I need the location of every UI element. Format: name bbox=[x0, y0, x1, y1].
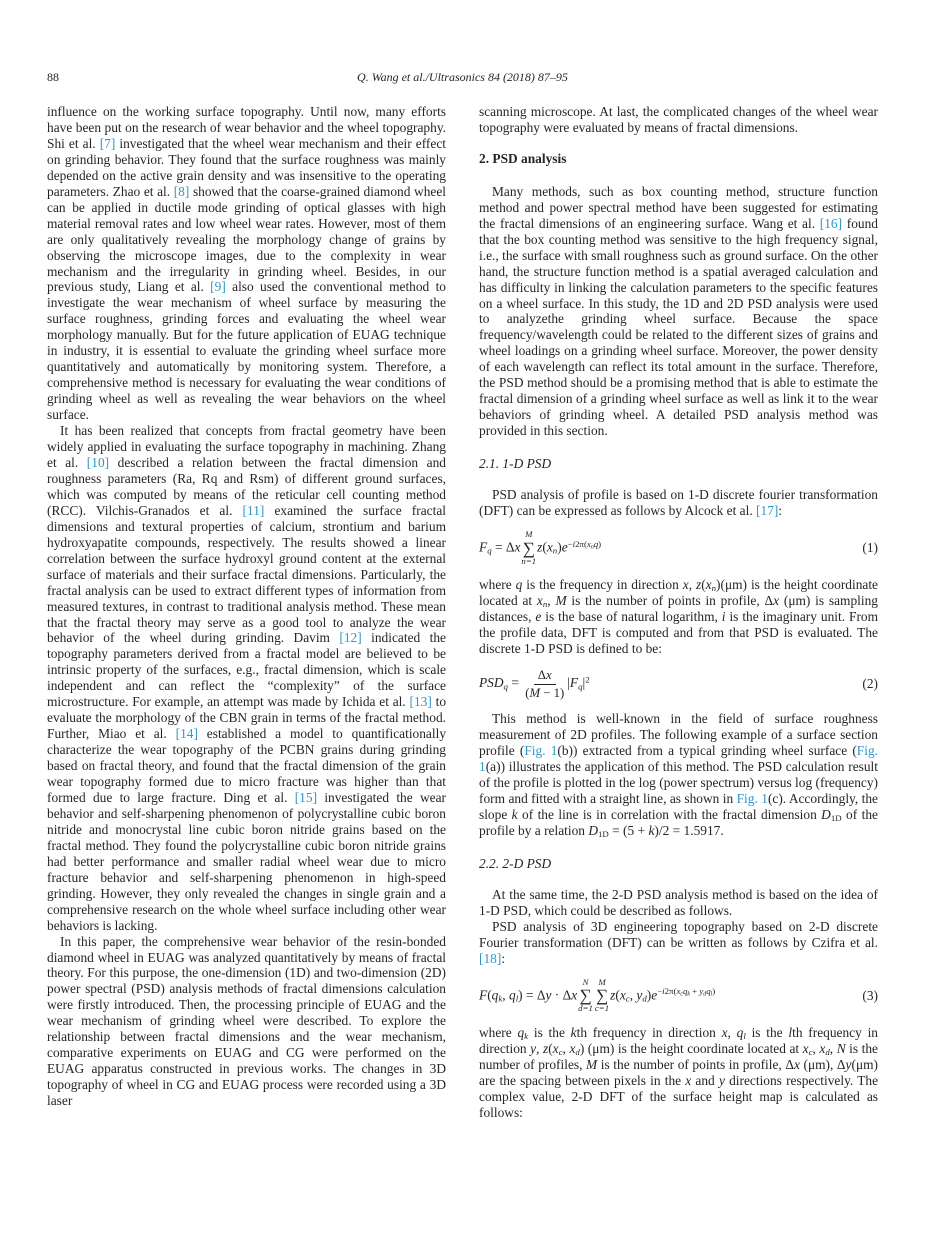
paragraph: In this paper, the comprehensive wear behavior of the resin-bonded diamond wheel in EUAG was analyzed quantitatively by means of fractal theory. For this purpose, the one-dimension (1D) and two-dimension (2D) power spectral (PSD) analysis methods of fractal dimensions calculation were firstly introduced. Then, the processing principle of EUAG and the wear mechanism of grinding wheel were described. To explore the relationship between fractal dimensions and the wear mechanism, comparative experiments on EUAG and CG were performed on the EUAG apparatus constructed in previous works. The changes in 3D topography of wheel in CG and EUAG process were recorded using a 3D laser bbox=[47, 933, 446, 1109]
equation-body: $F_q = \Delta x$ M ∑ n=1 $z(x_n)e^{-i2\pi(x_nq)}$ bbox=[479, 528, 602, 566]
citation-link[interactable]: [15] bbox=[294, 789, 318, 805]
two-column-body bbox=[47, 104, 878, 1121]
equation-number: (2) bbox=[862, 676, 878, 692]
equation bbox=[479, 530, 878, 566]
paragraph: where q is the frequency in direction x, $z(x_n)(\mu m)$ is the height coordinate located at $x_n$, M is the number of points in profile, Δx (μm) is sampling distances, e is the base of natural logarithm, i is the imaginary unit. From the profile data, DFT is computed and from that PSD is evaluated. The discrete 1-D PSD is defined to be: bbox=[479, 577, 879, 657]
equation bbox=[479, 668, 878, 700]
journal-reference: Q. Wang et al./Ultrasonics 84 (2018) 87–95 bbox=[357, 70, 568, 84]
fraction: $\frac{\Delta x}{(M - 1)}$ bbox=[525, 668, 565, 700]
paragraph: It has been realized that concepts from fractal geometry have been widely applied in evaluating the surface topography in machining. Zhang et al. [10] described a relation between the fractal dimension and roughness parameters (Ra, Rq and Rsm) of different ground surfaces, which was computed by means of the reticular cell counting method (RCC). Vilchis-Granados et al. [11] examined the surface fractal dimensions and textural properties of calcium, strontium and barium hydroxyapatite compounds, respectively. The results showed a linear correlation between the surface hydroxyl ground content at the external surface of materials and their surface fractal dimensions. Particularly, the fractal analysis can be used to extract different types of information from measured textures, in contrast to traditional analysis method. These mean that the fractal theory may serve as a good tool to analyze the wear behavior of the wheel during grinding. Davim [12] indicated the topography parameters derived from a fractal model are believed to be intrinsic property of the surfaces, e.g., fractal dimension, which is scale independent and can reflect the “complexity” of the surface microstructure. For example, an attempt was made by Ichida et al. [13] to evaluate the morphology of the CBN grain in terms of the fractal method. Further, Miao et al. [14] established a model to quantificationally characterize the wear topography of the PCBN grains during grinding based on fractal theory, and found that the fractal dimension of the grain wear topography formed due to micro fracture was higher than that formed due to large fracture. Ding et al. [15] investigated the wear behavior and self-sharpening phenomenon of polycrystalline cubic boron nitride and monocrystal line cubic boron nitride grains based on the fractal method. They found the polycrystalline cubic boron nitride grains had better performance and smaller radial wheel wear due to micro fracture behavior and self-sharpening phenomenon in high-speed grinding. However, they only revealed the changes in single grain and a comprehensive research on the whole wheel surface including other wear behaviors is lacking. bbox=[47, 423, 447, 933]
citation-link[interactable]: [17] bbox=[756, 503, 779, 519]
figure-link[interactable]: Fig. 1 bbox=[479, 743, 878, 775]
citation-link[interactable]: [16] bbox=[819, 215, 843, 231]
equation-number: (3) bbox=[862, 987, 878, 1003]
figure-link[interactable]: Fig. 1 bbox=[524, 743, 558, 759]
citation-link[interactable]: [11] bbox=[242, 502, 265, 518]
equation bbox=[479, 978, 878, 1014]
paragraph: PSD analysis of 3D engineering topography based on 2-D discrete Fourier transformation (DFT) can be written as follows by Czifra et al. [18]: bbox=[479, 918, 878, 966]
paragraph: PSD analysis of profile is based on 1-D discrete fourier transformation (DFT) can be expressed as follows by Alcock et al. [17]: bbox=[479, 487, 878, 519]
section-heading: 2. PSD analysis bbox=[479, 150, 567, 166]
paragraph: scanning microscope. At last, the complicated changes of the wheel wear topography were evaluated by means of fractal dimensions. bbox=[479, 104, 878, 135]
citation-link[interactable]: [14] bbox=[175, 726, 198, 742]
equation-body: $F(q_k$, $q_l) = \Delta y \cdot \Delta x$ N ∑ d=1 M ∑ c=1 $z(x_c$, $y_d)e^{-i2\pi(x_cq_k + y_dq_l)}$ bbox=[479, 976, 716, 1014]
citation-link[interactable]: [7] bbox=[99, 135, 116, 151]
summation-symbol: M ∑ n=1 bbox=[521, 528, 537, 566]
summation-symbol: M ∑ c=1 bbox=[594, 976, 610, 1014]
subsection-heading: 2.1. 1-D PSD bbox=[479, 456, 552, 472]
running-head bbox=[47, 70, 878, 86]
subsection-heading: 2.2. 2-D PSD bbox=[479, 855, 552, 871]
citation-link[interactable]: [13] bbox=[409, 694, 432, 710]
equation-number: (1) bbox=[862, 540, 878, 556]
summation-symbol: N ∑ d=1 bbox=[578, 976, 593, 1014]
paragraph: This method is well-known in the field of surface roughness measurement of 2D profiles. The following example of a surface section profile (Fig. 1(b)) extracted from a typical grinding wheel surface (Fig. 1(a)) illustrates the application of this method. The PSD calculation result of the profile is plotted in the log (power spectrum) versus log (frequency) form and fitted with a straight line, as shown in Fig. 1(c). Accordingly, the slope k of the line is in correlation with the fractal dimension $D_{1D}$ of the profile by a relation $D_{1D} = (5 + k)/2 = 1.5917$. bbox=[479, 711, 878, 840]
citation-link[interactable]: [8] bbox=[173, 183, 190, 199]
paragraph: influence on the working surface topography. Until now, many efforts have been put on the research of wear behavior and the wheel topography. Shi et al. [7] investigated that the wheel wear mechanism and their effect on grinding behavior. They found that the surface roughness was mainly depended on the active grain density and was insensitive to the operating parameters. Zhao et al. [8] showed that the coarse-grained diamond wheel can be applied in ductile mode grinding of optical glasses with high material removal rates and low wheel wear rates. However, most of them are only qualitatively revealing the morphology change of grains by observing the microscope images, due to the complexity in wear mechanism and the irregularity in grinding wheel. Besides, in our previous study, Liang et al. [9] also used the conventional method to investigate the wear mechanism of wheel surface by measuring the surface roughness, grinding forces and evaluating the wheel wear morphology manually. But for the future application of EUAG technique in industry, it is essential to evaluate the grinding wheel surface more quantitatively and automatically by monitoring system. Therefore, a comprehensive method is necessary for evaluating the wear conditions of grinding wheel as well as revealing the wear behaviors on the wheel surface. bbox=[47, 104, 446, 423]
citation-link[interactable]: [9] bbox=[210, 279, 226, 295]
paragraph: Many methods, such as box counting method, structure function method and power spectral method have been suggested for estimating the fractal dimensions of an engineering surface. Wang et al. [16] found that the box counting method was sensitive to the high frequency signal, i.e., the surface with small roughness such as ground surface. On the other hand, the structure function method is a spatial averaged calculation and has difficulty in linking the calculation parameters to the specific features on a wheel surface. In this study, the 1D and 2D PSD analysis were used to analyzethe grinding wheel surface. Because the space frequency/wavelength could be related to the different sizes of grains and wheel loadings on a grinding wheel surface. Moreover, the power density of each wavelength can reflect its total amount in the surface. Therefore, the PSD method should be a promising method that is able to estimate the fractal dimension of a grinding wheel surface as well as link it to the wear behaviors of grinding wheel. A detailed PSD analysis method was provided in this section. bbox=[479, 183, 878, 439]
figure-link[interactable]: Fig. 1 bbox=[736, 791, 768, 807]
equation-body: $PSD_q$ = $\frac{\Delta x}{(M - 1)}$ $|F_q|^2$ bbox=[479, 668, 590, 700]
citation-link[interactable]: [10] bbox=[86, 454, 110, 470]
page-number: 88 bbox=[47, 70, 59, 84]
paragraph: At the same time, the 2-D PSD analysis method is based on the idea of 1-D PSD, which could be described as follows. bbox=[479, 886, 878, 918]
left-column bbox=[47, 104, 446, 1121]
citation-link[interactable]: [18] bbox=[479, 950, 502, 966]
citation-link[interactable]: [12] bbox=[339, 630, 362, 646]
right-column bbox=[479, 104, 878, 1121]
paragraph: where $q_k$ is the kth frequency in direction x, $q_l$ is the lth frequency in direction y, $z(x_c$, $x_d$) (μm) is the height coordinate located at $x_c$, $x_d$, N is the number of profiles, M is the number of points in profile, Δx (μm), Δy(μm) are the spacing between pixels in the x and y directions respectively. The complex value, 2-D DFT of the surface height map is calculated as follows: bbox=[479, 1025, 879, 1120]
